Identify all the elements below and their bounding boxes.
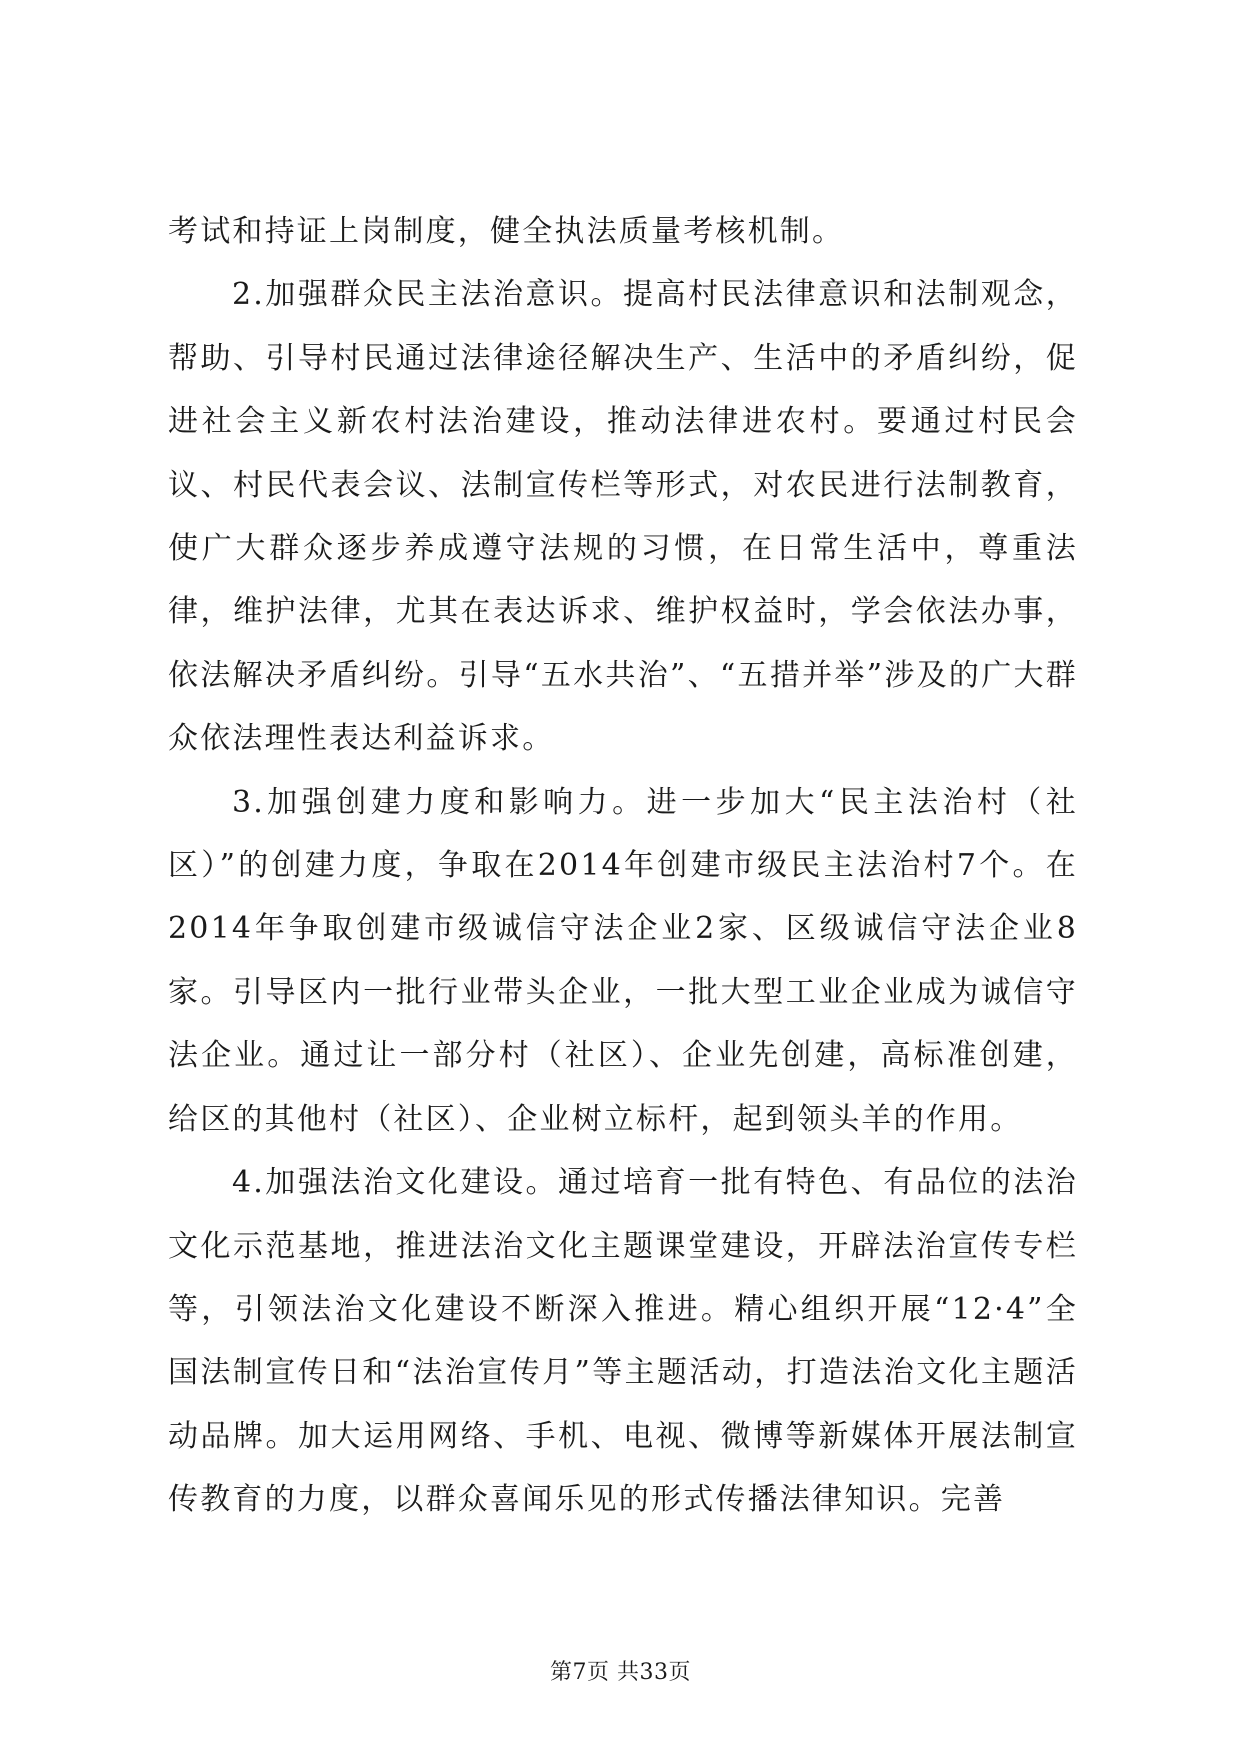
page-number-footer: 第7页 共33页 [550, 1660, 691, 1685]
paragraph-continuation: 考试和持证上岗制度，健全执法质量考核机制。 [168, 214, 845, 249]
paragraph-item-4: 4.加强法治文化建设。通过培育一批有特色、有品位的法治文化示范基地，推进法治文化主题课堂建设，开辟法治宣传专栏等，引领法治文化建设不断深入推进。精心组织开展“12·4”全国法制宣传日和“法治宣传月”等主题活动，打造法治文化主题活动品牌。加大运用网络、手机、电视、微博等新媒体开展法制宣传教育的力度，以群众喜闻乐见的形式传播法律知识。完善 [168, 1165, 1078, 1518]
body-text [168, 200, 1078, 1532]
paragraph-item-2: 2.加强群众民主法治意识。提高村民法律意识和法制观念，帮助、引导村民通过法律途径解决生产、生活中的矛盾纠纷，促进社会主义新农村法治建设，推动法律进农村。要通过村民会议、村民代表会议、法制宣传栏等形式，对农民进行法制教育，使广大群众逐步养成遵守法规的习惯，在日常生活中，尊重法律，维护法律，尤其在表达诉求、维护权益时，学会依法办事，依法解决矛盾纠纷。引导“五水共治”、“五措并举”涉及的广大群众依法理性表达利益诉求。 [168, 277, 1078, 757]
paragraph-item-3: 3.加强创建力度和影响力。进一步加大“民主法治村（社区）”的创建力度，争取在2014年创建市级民主法治村7个。在2014年争取创建市级诚信守法企业2家、区级诚信守法企业8家。引导区内一批行业带头企业，一批大型工业企业成为诚信守法企业。通过让一部分村（社区）、企业先创建，高标准创建，给区的其他村（社区）、企业树立标杆，起到领头羊的作用。 [168, 784, 1078, 1137]
